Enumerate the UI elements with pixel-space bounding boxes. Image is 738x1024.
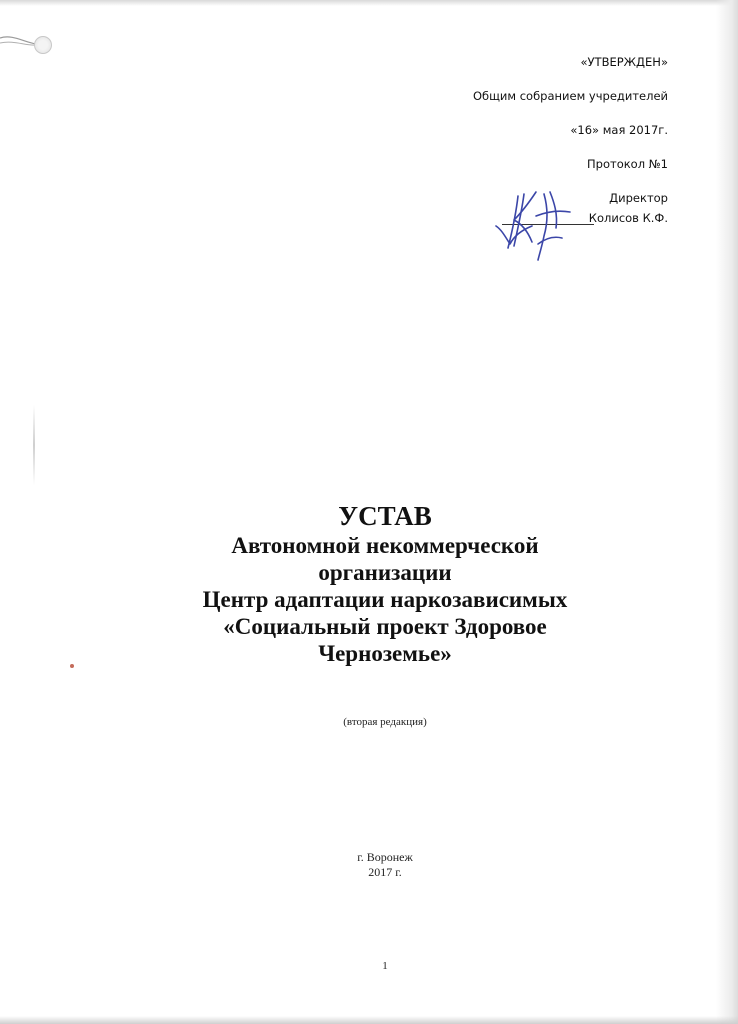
title-line: Центр адаптации наркозависимых [202,587,568,612]
approval-protocol: Протокол №1 [587,157,668,171]
title-main: УСТАВ [338,501,432,531]
edition-note: (вторая редакция) [343,716,427,728]
document-title [100,500,670,667]
handwritten-signature-icon [488,186,584,266]
director-name: Колисов К.Ф. [588,211,668,225]
title-line: «Социальный проект Здоровое [223,614,547,639]
punch-hole-icon [34,36,52,54]
city: г. Воронеж [357,850,413,864]
page-number: 1 [382,960,388,972]
approval-heading: «УТВЕРЖДЕН» [580,55,668,69]
place-block [100,850,670,880]
year: 2017 г. [368,865,402,879]
approval-body: Общим собранием учредителей [472,89,668,103]
margin-mark [33,405,35,485]
scan-edge-top [0,0,738,6]
approval-date: «16» мая 2017г. [570,123,668,137]
approval-position: Директор [609,191,668,205]
title-line: организации [318,560,452,585]
title-line: Автономной некоммерческой [231,533,539,558]
scan-edge-right [716,0,738,1024]
title-line: Черноземье» [318,641,452,666]
scan-edge-bottom [0,1016,738,1024]
ink-speck [70,664,74,668]
